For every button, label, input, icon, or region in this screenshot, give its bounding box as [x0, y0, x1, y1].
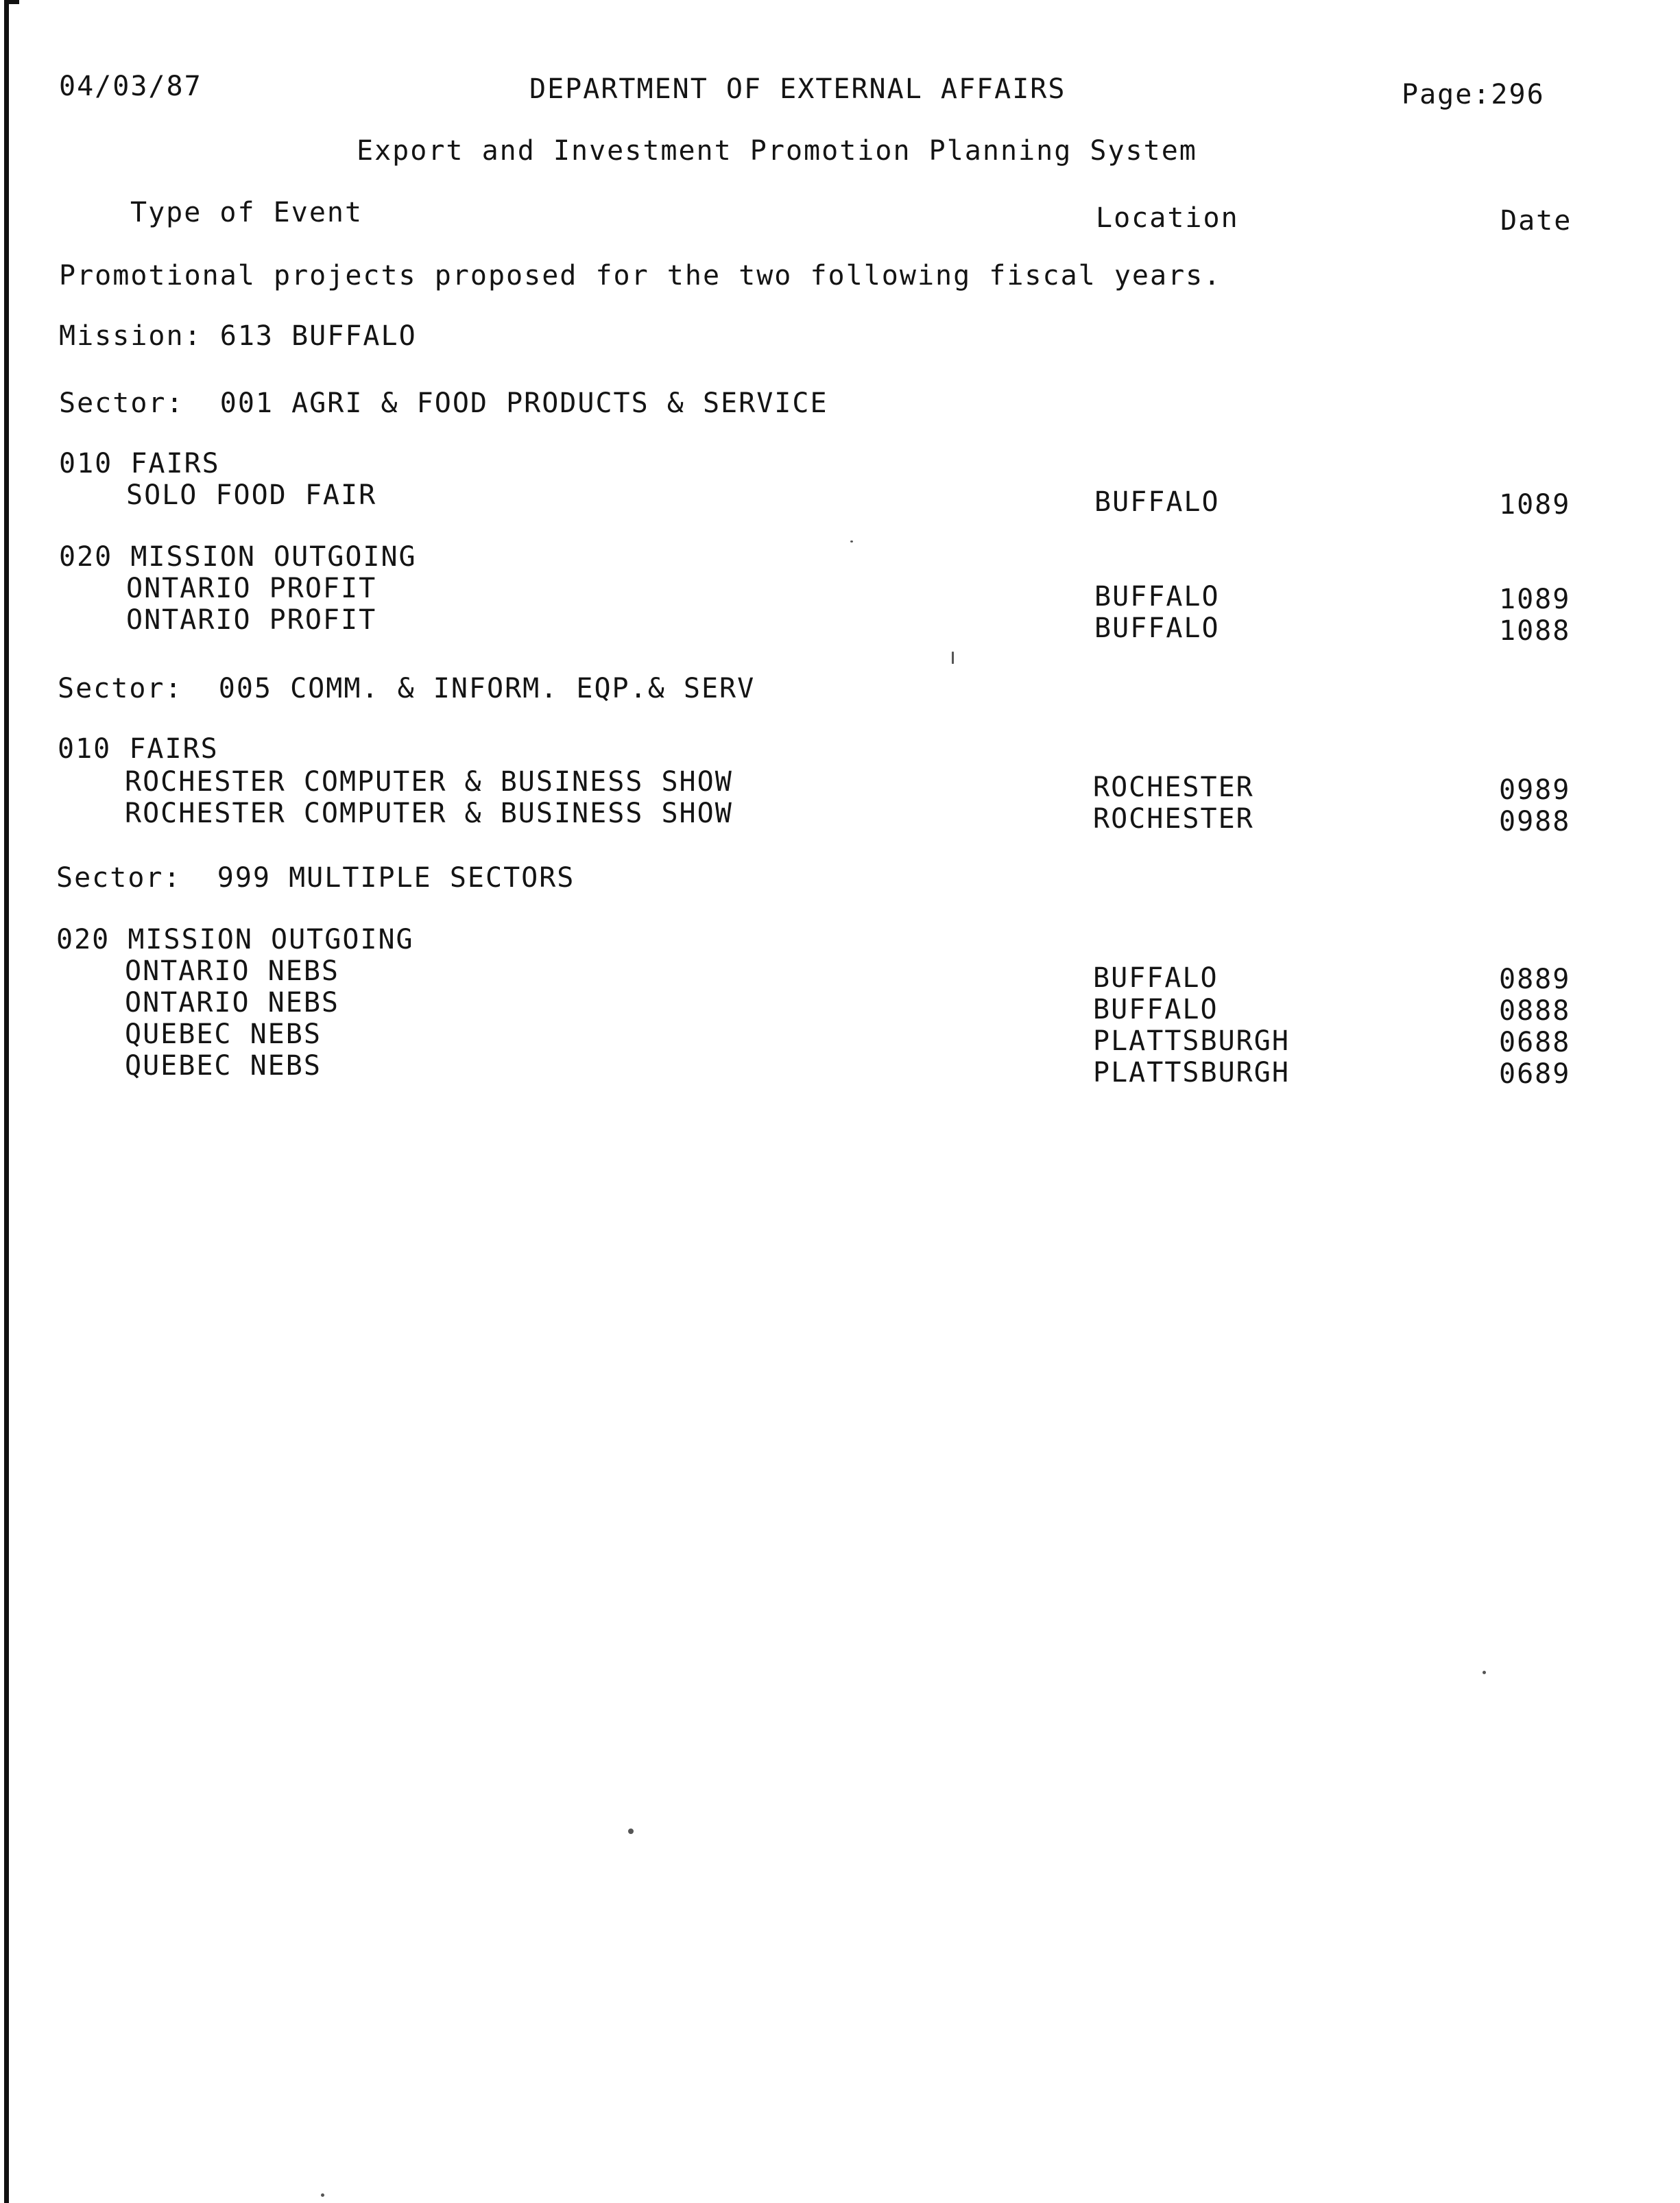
- event-name: ROCHESTER COMPUTER & BUSINESS SHOW: [125, 766, 733, 798]
- mission-value: 613 BUFFALO: [219, 320, 417, 352]
- event-date: 0889: [1499, 964, 1571, 995]
- scan-speck: [321, 2193, 324, 2197]
- sector-value: 999 MULTIPLE SECTORS: [217, 862, 575, 894]
- event-name: QUEBEC NEBS: [125, 1019, 322, 1050]
- event-type-heading: 010 FAIRS: [58, 733, 219, 765]
- sector-label: Sector:: [56, 862, 182, 894]
- scan-speck: [850, 540, 853, 543]
- event-type-heading: 010 FAIRS: [59, 448, 220, 479]
- event-date: 0989: [1499, 774, 1571, 806]
- mission-line: [59, 322, 417, 350]
- event-date: 1089: [1499, 584, 1571, 615]
- event-location: PLATTSBURGH: [1093, 1057, 1290, 1088]
- sector-line: [58, 675, 755, 702]
- scan-mark: [952, 652, 954, 664]
- event-location: BUFFALO: [1093, 962, 1219, 994]
- report-date: 04/03/87: [59, 71, 202, 102]
- event-location: BUFFALO: [1094, 612, 1220, 644]
- sector-value: 005 COMM. & INFORM. EQP.& SERV: [218, 673, 756, 704]
- column-header-location: Location: [1096, 202, 1239, 234]
- sector-value: 001 AGRI & FOOD PRODUCTS & SERVICE: [219, 388, 828, 419]
- sector-label: Sector:: [58, 673, 183, 704]
- event-date: 1088: [1499, 615, 1571, 647]
- event-location: BUFFALO: [1094, 486, 1220, 518]
- event-location: BUFFALO: [1093, 994, 1219, 1025]
- event-name: ROCHESTER COMPUTER & BUSINESS SHOW: [125, 798, 733, 829]
- page-edge-line: [4, 0, 9, 2203]
- intro-text: Promotional projects proposed for the two following fiscal years.: [59, 260, 1222, 291]
- event-date: 0688: [1499, 1027, 1571, 1058]
- event-date: 1089: [1499, 489, 1571, 521]
- column-header-type-of-event: Type of Event: [130, 197, 363, 228]
- department-title: DEPARTMENT OF EXTERNAL AFFAIRS: [529, 73, 1066, 105]
- scan-speck: [628, 1829, 634, 1834]
- event-date: 0689: [1499, 1058, 1571, 1090]
- event-name: SOLO FOOD FAIR: [126, 479, 377, 511]
- page-indicator: [1402, 81, 1545, 108]
- event-type-heading: 020 MISSION OUTGOING: [59, 541, 417, 573]
- event-name: ONTARIO PROFIT: [126, 573, 377, 604]
- event-location: PLATTSBURGH: [1093, 1025, 1290, 1057]
- event-type-heading: 020 MISSION OUTGOING: [56, 924, 414, 955]
- event-date: 0988: [1499, 806, 1571, 837]
- page-number: 296: [1491, 79, 1545, 110]
- column-header-date: Date: [1500, 205, 1572, 237]
- event-name: ONTARIO NEBS: [125, 987, 339, 1019]
- event-name: ONTARIO PROFIT: [126, 604, 377, 636]
- system-title: Export and Investment Promotion Planning System: [357, 135, 1197, 167]
- scan-speck: [1483, 1671, 1486, 1674]
- event-location: BUFFALO: [1094, 581, 1220, 612]
- event-date: 0888: [1499, 995, 1571, 1027]
- event-name: ONTARIO NEBS: [125, 955, 339, 987]
- event-name: QUEBEC NEBS: [125, 1050, 322, 1082]
- sector-label: Sector:: [59, 388, 184, 419]
- sector-line: [59, 390, 828, 417]
- sector-line: [56, 864, 575, 892]
- mission-label: Mission:: [59, 320, 202, 352]
- page-edge-corner: [4, 0, 19, 4]
- page-label: Page:: [1402, 79, 1491, 110]
- event-location: ROCHESTER: [1093, 803, 1254, 835]
- event-location: ROCHESTER: [1093, 772, 1254, 803]
